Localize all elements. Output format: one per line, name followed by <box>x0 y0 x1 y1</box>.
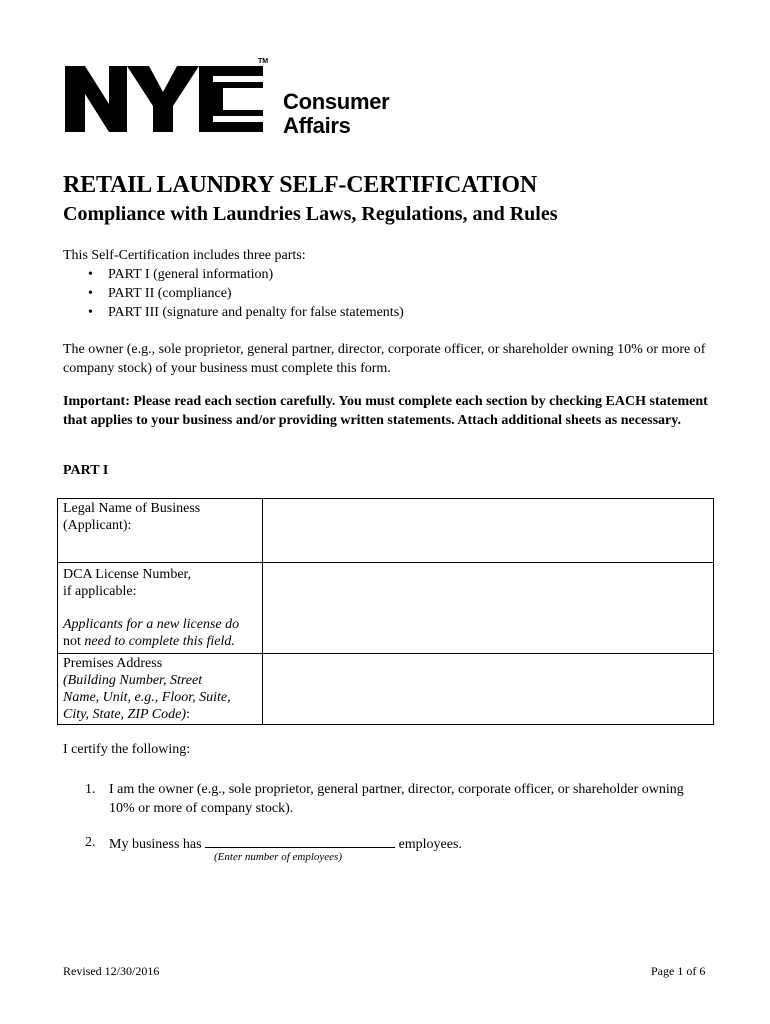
brand-line-2: Affairs <box>283 113 351 138</box>
revision-date: Revised 12/30/2016 <box>63 964 160 978</box>
list-item: • PART II (compliance) <box>108 284 404 303</box>
license-number-label: DCA License Number, if applicable: Applicants for a new license do not need to complete this field. <box>58 563 263 654</box>
business-name-field[interactable] <box>263 499 714 563</box>
table-row <box>58 654 714 725</box>
table-row <box>58 563 714 654</box>
license-note-line-2: not need to complete this field. <box>63 634 235 649</box>
trademark-mark: TM <box>258 58 269 65</box>
intro-lead: This Self-Certification includes three parts: <box>63 248 306 263</box>
certify-heading: I certify the following: <box>63 742 191 757</box>
business-name-label: Legal Name of Business (Applicant): <box>58 499 263 563</box>
brand-line-1: Consumer <box>283 89 390 114</box>
brand-name <box>283 90 389 138</box>
list-item: • PART I (general information) <box>108 265 404 284</box>
employee-count-hint: (Enter number of employees) <box>214 851 342 863</box>
license-note: Applicants for a new license do <box>63 617 240 632</box>
nyc-logo-mark <box>63 60 263 134</box>
document-title: RETAIL LAUNDRY SELF-CERTIFICATION <box>63 172 538 198</box>
employee-count-blank[interactable] <box>205 833 395 848</box>
parts-list <box>63 265 404 322</box>
document-subtitle: Compliance with Laundries Laws, Regulations, and Rules <box>63 203 558 225</box>
intro-section <box>63 246 404 322</box>
table-row <box>58 499 714 563</box>
certification-item-1: 1. I am the owner (e.g., sole proprietor, general partner, director, corporate officer, or shareholder owning 10% or more of company stock). <box>85 782 684 816</box>
license-number-field[interactable] <box>263 563 714 654</box>
owner-paragraph: The owner (e.g., sole proprietor, general partner, director, corporate officer, or shareholder owning 10% or more of company stock) of your business must complete this form. <box>63 342 706 376</box>
premises-address-field[interactable] <box>263 654 714 725</box>
part-heading: PART I <box>63 463 109 478</box>
nyc-consumer-affairs-logo <box>63 60 413 138</box>
important-notice: Important: Please read each section carefully. You must complete each section by checking EACH statement that applies to your business and/or providing written statements. Attach additional sheets as necessary. <box>63 394 708 428</box>
certification-item-2: 2. My business has employees. <box>85 835 462 852</box>
premises-address-label: Premises Address (Building Number, Street Name, Unit, e.g., Floor, Suite, City, State, ZIP Code): <box>58 654 263 725</box>
list-item: • PART III (signature and penalty for false statements) <box>108 303 404 322</box>
general-information-table <box>57 498 714 725</box>
page-number: Page 1 of 6 <box>651 964 706 978</box>
